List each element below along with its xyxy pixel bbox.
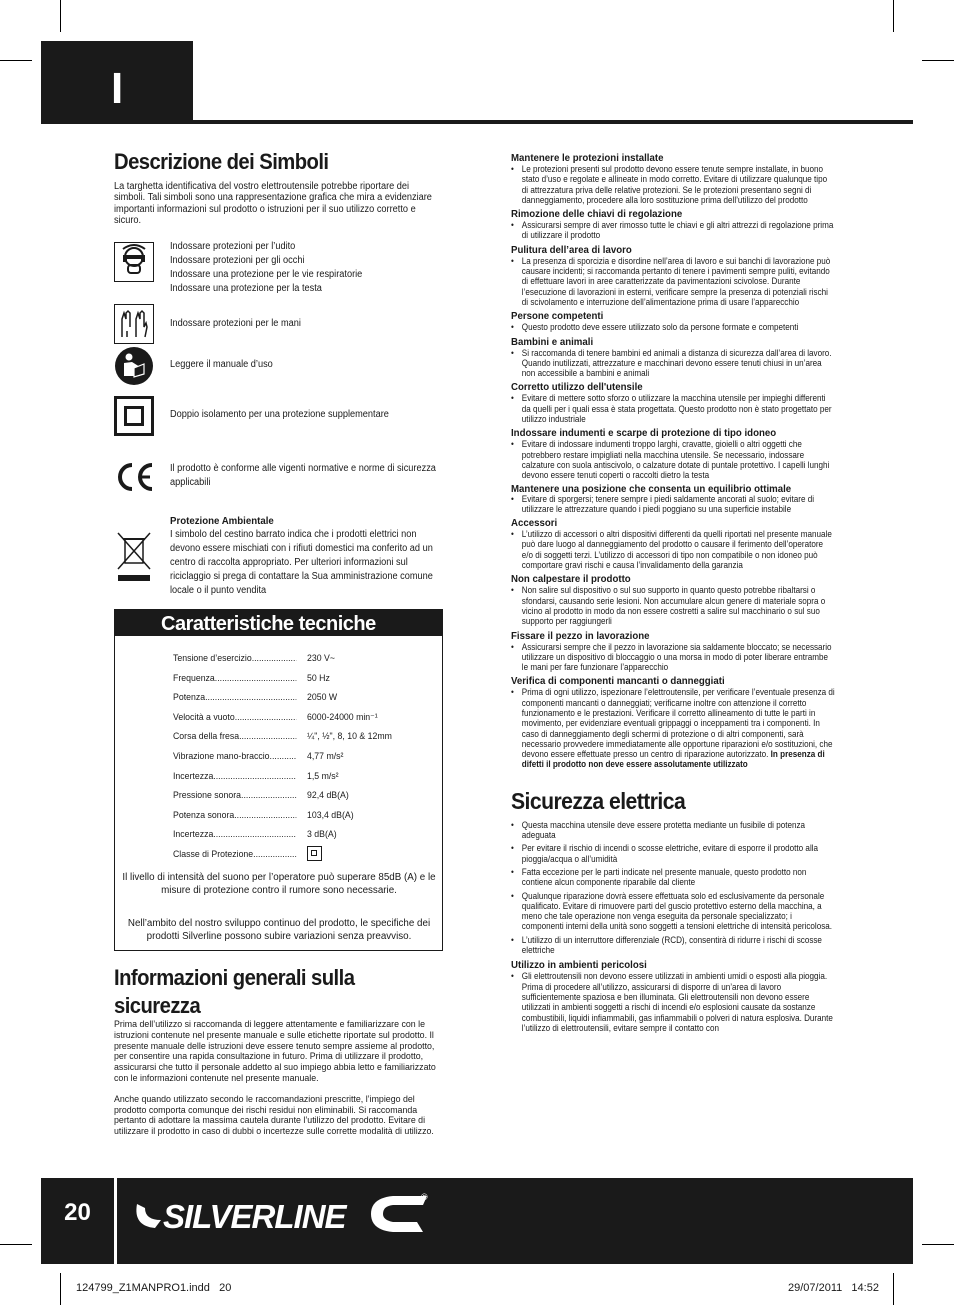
gloves-text: Indossare protezioni per le mani [170,318,301,329]
wheelie-bin-icon [114,531,154,583]
spec-row: Potenza ..... 2050 W [173,691,403,711]
environment-text [170,514,437,598]
safety-block: Verifica di componenti mancanti o danneggiati • Prima di ogni utilizzo, ispezionare l’elettroutensile, per verificare l’eventuale presenza di componenti mancanti o danneggiati; verificarne inoltre con attenzione il corretto funzionamento e le prestazioni. Verificare il corretto allineamento di tutte le parti in movimento, per evidenziare eventuali grippaggi o inceppamenti tra i componenti. In caso di danneggiamento degli schermi di protezione o di altri componenti, sarà necessario provvedere immediatamente alle opportune riparazioni e/o sostituzioni, che devono essere effettuate presso un centro di riparazione autorizzato. In presenza di difetti il prodotto non deve essere assolutamente utilizzato [511,675,841,769]
general-safety-title-line1: Informazioni generali sulla [114,965,355,990]
crop-mark [893,1273,894,1305]
safety-block: Mantenere una posizione che consenta un equilibrio ottimale • Evitare di sporgersi; tenere sempre i piedi saldamente ancorati al suolo; evitare di utilizzare le attrezzature quando i piedi poggiano su una superficie instabile [511,484,841,515]
electrical-item: • L’utilizzo di un interruttore differenziale (RCD), consentirà di ridurre i rischi di scosse elettriche [511,935,835,956]
double-insulation-text: Doppio isolamento per una protezione supplementare [170,409,389,420]
brand-text: SILVERLINE [163,1198,346,1235]
general-safety-p2: Anche quando utilizzato secondo le raccomandazioni prescritte, l’impiego del prodotto comporta comunque dei rischi residui non eliminabili. Si raccomanda pertanto di adottare la massima cautela durante l’utilizzo del prodotto. Evitare di utilizzare il prodotto in caso di dubbi o incertezze sulle corrette modalità di utilizzo. [114,1093,434,1138]
crop-mark [60,0,61,32]
specs-box [114,609,443,951]
page-number: 20 [64,1199,91,1226]
environment-body: I simbolo del cestino barrato indica che i prodotti elettrici non devono essere mischiati con i rifiuti domestici ma conferito ad un centro di raccolta appropriato. Per ulteriori informazioni sul riciclaggio si prega di contattare la Sua amministrazione comune locale o il punto vendita [170,529,433,596]
general-safety-section [114,966,454,1138]
registered-mark: ® [421,1192,428,1202]
safety-block: Non calpestare il prodotto • Non salire sul dispositivo o sul suo supporto in quanto questo potrebbe ribaltarsi o sfondarsi, causando serie lesioni. Non accumulare alcun genere di materiale sopra o vicino al prodotto in modo da non essere costretti a salire sul macchinario o sul suo supporto per raggiungerli [511,573,841,626]
silverline-logo [131,1190,431,1240]
double-insulation-inner-square [124,406,144,426]
protection-class-icon [307,846,322,861]
electrical-item: • Fatta eccezione per le parti indicate nel presente manuale, questo prodotto non contiene alcun componente riparabile dal cliente [511,867,835,888]
safety-block: Bambini e animali • Si raccomanda di tenere bambini ed animali a distanza di sicurezza dall’area di lavoro. Quando inutilizzati, attrezzature e macchinari devono essere tenuti chiusi in un’area non accessibile a bambini e animali [511,336,841,379]
crop-mark [60,1273,61,1305]
spec-row: Vibrazione mano-braccio ..... 4,77 m/s² [173,750,403,770]
footer-divider [114,1178,117,1264]
specs-noise-note: Il livello di intensità del suono per l’operatore può superare 85dB (A) e le misure di protezione contro il rumore sono necessarie. [122,872,436,896]
ppe-text: Indossare protezioni per l’udito Indossare protezioni per gli occhi Indossare una protezione per le vie respiratorie Indossare una protezione per la testa [170,241,363,294]
safety-block: Mantenere le protezioni installate • Le protezioni presenti sul prodotto devono essere tenute sempre installate, in buono stato d’uso e regolate e allineate in modo corretto. Evitare di utilizzare qualunque tipo di attrezzatura priva delle relative protezioni. Se le protezioni presentano segni di danneggiamento, procedere alla loro sostituzione prima dell’utilizzo del prodotto [511,152,841,205]
damaged-parts-warning: In presenza di difetti il prodotto non deve essere assolutamente utilizzato [521,749,825,770]
ce-text: Il prodotto è conforme alle vigenti normative e norme di sicurezza applicabili [170,463,436,488]
language-tab [41,41,193,124]
safety-block: Fissare il pezzo in lavorazione • Assicurarsi sempre che il pezzo in lavorazione sia saldamente bloccato; se necessario utilizzare un dispositivo di bloccaggio o una morsa in modo di poter liberare entrambe le mani per fare funzionare l’apparecchio [511,630,841,673]
language-code: I [111,64,124,113]
safety-block: Persone competenti • Questo prodotto deve essere utilizzato solo da persone formate e competenti [511,310,841,332]
environment-title: Protezione Ambientale [170,515,274,527]
spec-row: Incertezza ..... 1,5 m/s² [173,770,403,790]
hazard-head: Utilizzo in ambienti pericolosi [511,959,647,972]
spec-row: Classe di Protezione ..... [173,848,403,868]
safety-block: Corretto utilizzo dell'utensile • Evitare di mettere sotto sforzo o utilizzare la macchina utensile per impieghi differenti da quelli per i quali essa è stata progettata. Questo prodotto non è stato progettato per utilizzo industriale [511,381,841,424]
hazard-item: • Gli elettroutensili non devono essere utilizzati in ambienti umidi o esposti alla pioggia. Prima di procedere all’utilizzo, assicurarsi di disporre di un’area di lavoro sufficientemente spaziosa e ben illuminata. Gli elettroutensili non devono essere utilizzati in ambienti soggetti a rischi di incendi e/o esplosioni causate da sostanze combustibili, liquidi infiammabili, gas infiammabili o polveri di natura esplosiva. Durante l’utilizzo di elettroutensili, evitare sempre il contatto con [511,971,835,1033]
crop-mark [0,60,32,61]
electrical-title: Sicurezza elettrica [511,787,686,814]
crop-mark [0,1244,32,1245]
slug-file: 124799_Z1MANPRO1.indd 20 [76,1282,232,1294]
gloves-icon [114,304,154,344]
specs-title: Caratteristiche tecniche [115,610,442,636]
crop-mark [922,1244,954,1245]
symbols-title: Descrizione dei Simboli [114,149,329,174]
electrical-item: • Qualunque riparazione dovrà essere effettuata solo ed esclusivamente da personale qualificato. Evitare di rimuovere parti del guscio protettivo esterno della macchina, a meno che tale operazione non venga eseguita da personale specializzato; i componenti interni della unità sono soggetti a tensioni elettriche di intensità pericolosa. [511,891,835,932]
spec-row: Incertezza ..... 3 dB(A) [173,828,403,848]
electrical-item: • Questa macchina utensile deve essere protetta mediante un fusibile di potenza adeguata [511,820,835,841]
general-safety-title-line2: sicurezza [114,993,201,1018]
ppe-icon [114,242,154,282]
damaged-parts-item: • Prima di ogni utilizzo, ispezionare l’elettroutensile, per verificare l’eventuale presenza di componenti mancanti o danneggiati; verificarne inoltre con attenzione il corretto funzionamento e le prestazioni. Verificare il corretto allineamento di tutte le parti in movimento, per evidenziare eventuali grippaggi o inceppamenti tra i componenti. In caso di danneggiamento degli schermi di protezione o di altri componenti, sarà necessario provvedere immediatamente alle opportune riparazioni e/o sostituzioni, che devono essere effettuate presso un centro di riparazione autorizzato. In presenza di difetti il prodotto non deve essere assolutamente utilizzato [511,687,835,769]
safety-block: Accessori • L’utilizzo di accessori o altri dispositivi differenti da quelli riportati nel presente manuale può dare luogo al danneggiamento del prodotto o causare il ferimento dell’operatore e/o di soggetti terzi. L’utilizzo di accessori di tipo non compatibile o non idoneo può comportare gravi rischi e causa l’invalidamento della garanzia [511,517,841,570]
general-safety-p1: Prima dell’utilizzo si raccomanda di leggere attentamente e familiarizzare con le istruzioni contenute nel presente manuale e sulle etichette riportate sul prodotto. Il presente manuale delle istruzioni deve essere tenuto sempre assieme al prodotto, per consentire una rapida consultazione in futuro. Prima di utilizzare il prodotto, assicurarsi che tutto il personale addetto al suo impiego abbia letto e familiarizzato con le informazioni contenute nel presente manuale. [114,1019,436,1084]
double-insulation-icon [114,396,154,436]
spec-row: Velocità a vuoto ..... 6000-24000 min⁻¹ [173,711,403,731]
spec-row: Potenza sonora ..... 103,4 dB(A) [173,809,403,829]
electrical-item: • Per evitare il rischio di incendi o scosse elettriche, evitare di esporre il prodotto alla pioggia/acqua o all’umidità [511,843,835,864]
manual-icon [114,346,154,386]
spec-row: Frequenza ..... 50 Hz [173,672,403,692]
crop-mark [893,0,894,32]
header-rule [193,120,913,124]
specs-change-note: Nell’ambito del nostro sviluppo continuo del prodotto, le specifiche dei prodotti Silverline possono subire variazioni senza preavviso. [127,918,431,942]
specs-list [173,652,403,868]
left-column [114,149,444,596]
symbols-intro: La targhetta identificativa del vostro elettroutensile potrebbe riportare dei simboli. Tali simboli sono una rappresentazione grafica che mira a evidenziare importanti informazioni sul prodotto o istruzioni per il suo utilizzo corretto e sicuro. [114,181,432,227]
right-column [511,152,841,1036]
spec-row: Pressione sonora ..... 92,4 dB(A) [173,789,403,809]
safety-block: Indossare indumenti e scarpe di protezione di tipo idoneo • Evitare di indossare indumenti troppo larghi, cravatte, gioielli o altri oggetti che potrebbero restare impigliati nella macchina utensile. Se necessario, indossare calzature con suola antiscivolo, o calzature dotate di puntale protettivo. I capelli lunghi devono essere tenuti coperti o raccolti dietro la testa [511,427,841,480]
spec-row: Tensione d’esercizio ..... 230 V~ [173,652,403,672]
ce-mark-icon [114,460,154,500]
manual-text: Leggere il manuale d’uso [170,359,273,370]
safety-block: Pulitura dell’area di lavoro • La presenza di sporcizia e disordine nell’area di lavoro e sui banchi di lavorazione può causare incidenti; si raccomanda pertanto di tenere i pavimenti sempre puliti, evitando di effettuare lavori in aree caratterizzate da pavimentazioni scivolose. Durante l’esecuzione di lavorazioni in esterni, verificare sempre la presenza di potenziali rischi di scivolamento e interruzione dell’alimentazione prima di usare l’apparecchio [511,244,841,307]
crop-mark [922,60,954,61]
slug-date: 29/07/2011 14:52 [788,1282,879,1294]
spec-row: Corsa della fresa ..... ¼", ½", 8, 10 & 12mm [173,730,403,750]
safety-block: Rimozione delle chiavi di regolazione • Assicurarsi sempre di aver rimosso tutte le chiavi e gli altri attrezzi di regolazione prima di utilizzare il prodotto [511,208,841,241]
